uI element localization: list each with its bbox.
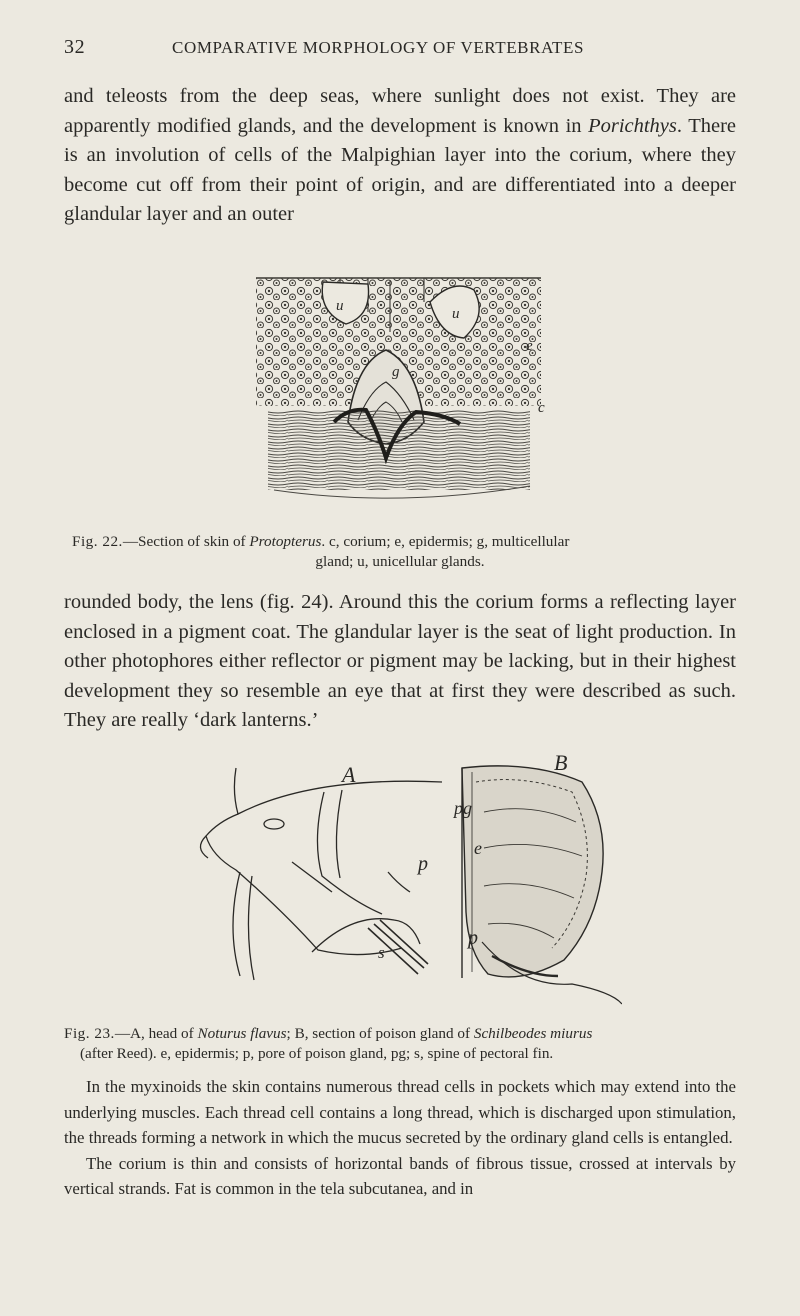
species-schilbeodes-miurus: Schilbeodes miurus xyxy=(473,1025,593,1042)
figure-23-caption xyxy=(64,1024,736,1064)
label-p-gland: p xyxy=(468,927,478,949)
paragraph-1-lead: and teleosts from the deep seas, where sunlight does not exist. They are apparently modified glands, and the development is known in xyxy=(64,85,736,137)
figure-22-caption-text-a: —Section of skin of xyxy=(122,533,250,550)
genus-porichthys: Porichthys xyxy=(588,114,677,137)
label-u-left: u xyxy=(336,298,344,314)
figure-23-caption-text-a: —A, head of xyxy=(114,1025,198,1042)
running-title: COMPARATIVE MORPHOLOGY OF VERTEBRATES xyxy=(172,38,585,57)
figure-22-caption xyxy=(64,532,736,572)
figure-23-label: Fig. 23. xyxy=(64,1025,115,1042)
paragraph-3-part-1: In the myxinoids the skin contains numerous thread cells in pockets which may extend into the underlying muscles. Each thread cell contains a long thread, which is discharged upon stimulation, the threads forming a network in which the mucus secreted by the ordinary gland cells is entangled. xyxy=(64,1077,736,1147)
label-pg: pg xyxy=(454,798,472,818)
paragraph-3 xyxy=(64,1074,736,1202)
running-head xyxy=(64,36,736,60)
paragraph-1 xyxy=(64,82,736,230)
label-e: e xyxy=(526,338,533,354)
label-s: s xyxy=(378,943,385,962)
paragraph-3-part-2: The corium is thin and consists of horizontal bands of fibrous tissue, crossed at intervals by vertical strands. Fat is common in the tela subcutanea, and in xyxy=(64,1153,736,1198)
label-c: c xyxy=(538,400,545,416)
paragraph-2: rounded body, the lens (fig. 24). Around this the corium forms a reflecting layer enclosed in a pigment coat. The glandular layer is the seat of light production. In other photophores either reflector or pigment may be lacking, but in their highest development they so resemble an eye that at first they were described as such. They are really ‘dark lanterns.’ xyxy=(64,591,736,731)
label-p-head: p xyxy=(418,853,428,875)
figure-22-caption-text-b: . c, corium; e, epidermis; g, multicellular xyxy=(321,533,570,550)
figure-22-label: Fig. 22. xyxy=(72,533,123,550)
label-A: A xyxy=(342,762,356,787)
paragraph-1-rest: . There is an involution of cells of the Malpighian layer into the corium, where they become cut off from their point of origin, and are differentiated into a deeper glandular layer and an outer xyxy=(64,114,736,225)
figure-22-caption-line-2: gland; u, unicellular glands. xyxy=(315,553,485,570)
label-B: B xyxy=(554,752,568,775)
figure-22-skin-section xyxy=(248,272,548,522)
label-e-gland: e xyxy=(474,838,482,858)
label-u-right: u xyxy=(452,306,460,322)
figure-23-caption-text-b: ; B, section of poison gland of xyxy=(286,1025,474,1042)
corium-layer xyxy=(268,410,530,498)
genus-protopterus: Protopterus xyxy=(249,533,322,550)
figure-23-poison-gland xyxy=(192,752,622,1014)
page-number: 32 xyxy=(64,36,86,58)
species-noturus-flavus: Noturus flavus xyxy=(197,1025,287,1042)
gland-section-drawing xyxy=(462,766,622,1004)
fish-head-drawing xyxy=(200,768,442,980)
label-g: g xyxy=(392,364,400,380)
figure-23-caption-line-2: (after Reed). e, epidermis; p, pore of poison gland, pg; s, spine of pectoral fin. xyxy=(80,1045,554,1062)
